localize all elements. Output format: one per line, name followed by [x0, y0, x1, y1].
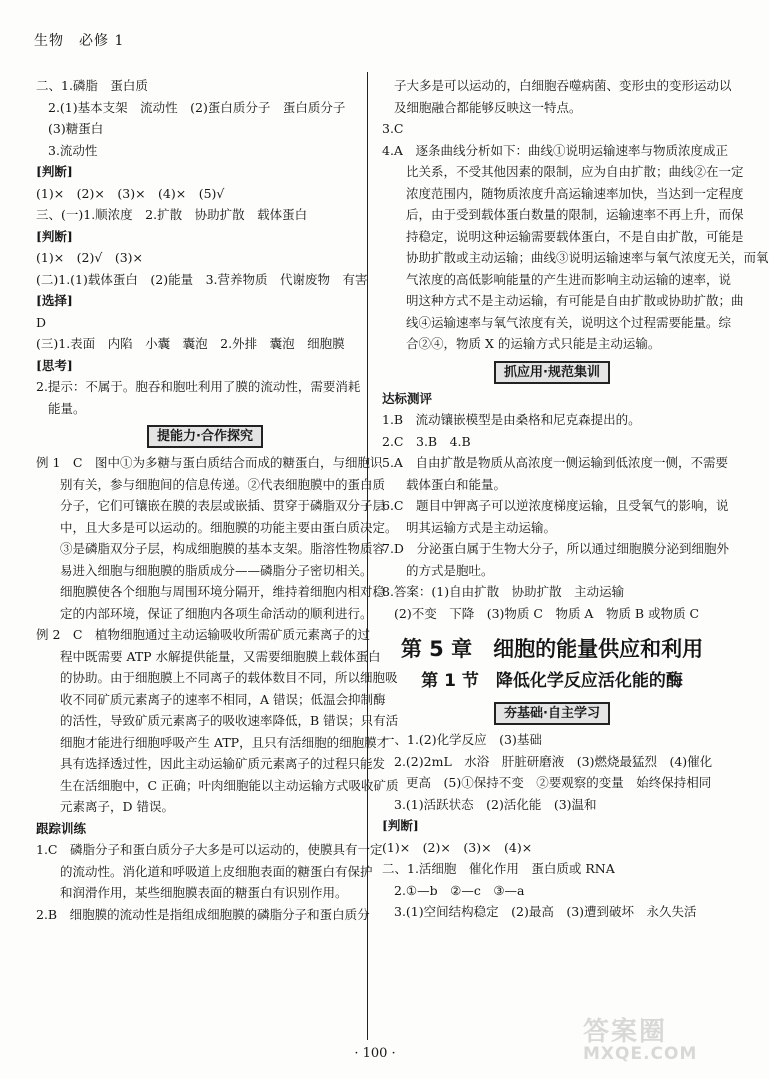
answer-line: 生在活细胞中，C 正确；叶肉细胞能以主动运输方式吸收矿质	[60, 777, 399, 793]
answer-line: 3.流动性	[48, 142, 98, 158]
page-number: · 100 ·	[354, 1046, 396, 1061]
watermark-logo-text: 答案圈	[583, 1017, 668, 1047]
answer-line: 元素离子，D 错误。	[60, 799, 174, 814]
answer-line: 和润滑作用，某些细胞膜表面的糖蛋白有识别作用。	[60, 885, 348, 900]
answer-line: 细胞才能进行细胞呼吸产生 ATP，且只有活细胞的细胞膜才	[60, 734, 390, 750]
subheading: 跟踪训练	[36, 820, 87, 836]
answer-line: 1.B 流动镶嵌模型是由桑格和尼克森提出的。	[382, 412, 641, 427]
section-banner-label: 提能力·合作探究	[147, 425, 263, 448]
answer-line: 3.(1)活跃状态 (2)活化能 (3)温和	[394, 796, 597, 812]
answer-line: 协助扩散或主动运输；曲线③说明运输速率与氧气浓度无关，而氧	[406, 250, 769, 265]
answer-line: 持稳定，说明这种运输需要载体蛋白，不是自由扩散，可能是	[406, 228, 744, 244]
answer-line: 中，且大多是可以运动的。细胞膜的功能主要由蛋白质决定。	[60, 519, 398, 535]
answer-line: (二)1.(1)载体蛋白 (2)能量 3.营养物质 代谢废物 有害	[36, 271, 368, 287]
page-header: 生物 必修 1	[34, 33, 125, 49]
answer-line: 明其运输方式是主动运输。	[406, 519, 557, 535]
answer-line: (3)糖蛋白	[48, 121, 104, 136]
answer-line: 线④运输速率与氧气浓度有关，说明这个过程需要能量。综	[406, 314, 732, 330]
answer-line: 2.(1)基本支架 流动性 (2)蛋白质分子 蛋白质分子	[48, 99, 346, 115]
subheading: 达标测评	[382, 390, 433, 406]
section-banner-label: 抓应用·规范集训	[494, 361, 610, 384]
answer-line: 及细胞融合都能够反映这一特点。	[394, 99, 582, 115]
answer-line: ③是磷脂双分子层，构成细胞膜的基本支架。脂溶性物质容	[60, 541, 386, 556]
watermark-url: MXQE.COM	[583, 1044, 698, 1064]
answer-line: (2)不变 下降 (3)物质 C 物质 A 物质 B 或物质 C	[394, 605, 700, 621]
answer-line: 的活性，导致矿质元素离子的吸收速率降低，B 错误；只有活	[60, 713, 399, 728]
answer-line: (1)× (2)× (3)× (4)×	[382, 839, 533, 855]
answer-line: 2.C 3.B 4.B	[382, 433, 471, 449]
answer-line: 例 1 C 图中①为多糖与蛋白质结合而成的糖蛋白，与细胞识	[36, 455, 383, 470]
answer-line: 易进入细胞与细胞膜的脂质成分——磷脂分子密切相关。	[60, 562, 373, 578]
answer-line: 3.(1)空间结构稳定 (2)最高 (3)遭到破坏 永久失活	[394, 904, 697, 919]
answer-line: 2.(2)2mL 水浴 肝脏研磨液 (3)燃烧最猛烈 (4)催化	[394, 753, 713, 769]
answer-line: 2.①—b ②—c ③—a	[394, 882, 525, 898]
subheading: [判断]	[382, 818, 419, 833]
answer-line: 细胞膜使各个细胞与周围环境分隔开，维持着细胞内相对稳	[60, 584, 386, 599]
answer-line: 8.答案：(1)自由扩散 协助扩散 主动运输	[382, 584, 625, 599]
answer-line: (1)× (2)× (3)× (4)× (5)√	[36, 185, 225, 201]
answer-line: 的协助。由于细胞膜上不同离子的载体数目不同，所以细胞吸	[60, 670, 398, 685]
watermark	[583, 1011, 738, 1071]
answer-line: 1.C 磷脂分子和蛋白质分子大多是可以运动的，使膜具有一定	[36, 842, 383, 857]
chapter-title: 第 5 章 细胞的能量供应和利用	[400, 637, 704, 661]
answer-line: (三)1.表面 内陷 小囊 囊泡 2.外排 囊泡 细胞膜	[36, 336, 345, 351]
answer-line: 三、(一)1.顺浓度 2.扩散 协助扩散 载体蛋白	[36, 207, 308, 222]
answer-line: 6.C 题目中钾离子可以逆浓度梯度运输，且受氧气的影响，说	[382, 498, 729, 513]
answer-line: 比关系，不受其他因素的限制，应为自由扩散；曲线②在一定	[406, 164, 744, 179]
subheading: [选择]	[36, 293, 73, 308]
answer-line: 更高 (5)①保持不变 ②要观察的变量 始终保持相同	[406, 775, 712, 790]
answer-line: 7.D 分泌蛋白属于生物大分子，所以通过细胞膜分泌到细胞外	[382, 541, 729, 556]
right-column	[382, 75, 769, 923]
answer-line: 后，由于受到载体蛋白数量的限制，运输速率不再上升，而保	[406, 207, 744, 222]
subheading: [判断]	[36, 164, 73, 179]
answer-line: 二、1.磷脂 蛋白质	[36, 78, 148, 93]
answer-line: 子大多是可以运动的，白细胞吞噬病菌、变形虫的变形运动以	[394, 78, 732, 93]
answer-line: 2.B 细胞膜的流动性是指组成细胞膜的磷脂分子和蛋白质分	[36, 906, 370, 922]
answer-line: 定的内部环境，保证了细胞内各项生命活动的顺利进行。	[60, 605, 373, 621]
answer-line: 浓度范围内，随物质浓度升高运输速率加快，当达到一定程度	[406, 185, 744, 201]
answer-line: 别有关，参与细胞间的信息传递。②代表细胞膜中的蛋白质	[60, 476, 386, 492]
answer-line: 气浓度的高低影响能量的产生进而影响主动运输的速率，说	[406, 271, 732, 287]
subheading: [判断]	[36, 228, 73, 244]
answer-line: 3.C	[382, 121, 404, 136]
section-banner	[382, 702, 722, 725]
answer-line: D	[36, 314, 47, 330]
answer-line: 明这种方式不是主动运输，有可能是自由扩散或协助扩散；曲	[406, 293, 744, 308]
answer-line: 的方式是胞吐。	[406, 562, 494, 578]
answer-line: 4.A 逐条曲线分析如下：曲线①说明运输速率与物质浓度成正	[382, 142, 728, 158]
section-banner	[36, 425, 374, 448]
answer-line: 分子，它们可镶嵌在膜的表层或嵌插、贯穿于磷脂双分子层	[60, 498, 386, 513]
section-banner-label: 夯基础·自主学习	[494, 702, 610, 725]
answer-line: 程中既需要 ATP 水解提供能量，又需要细胞膜上载体蛋白	[60, 648, 381, 664]
answer-line: 5.A 自由扩散是物质从高浓度一侧运输到低浓度一侧，不需要	[382, 455, 728, 470]
answer-line: 合②④，物质 X 的运输方式只能是主动运输。	[406, 336, 661, 351]
answer-line: 载体蛋白和能量。	[406, 476, 507, 492]
answer-line: 具有选择透过性，因此主动运输矿质元素离子的过程只能发	[60, 756, 386, 771]
answer-line: 2.提示：不属于。胞吞和胞吐利用了膜的流动性，需要消耗	[36, 379, 361, 394]
subheading: [思考]	[36, 357, 73, 373]
answer-line: 能量。	[48, 400, 86, 416]
answer-line: 的流动性。消化道和呼吸道上皮细胞表面的糖蛋白有保护	[60, 863, 373, 879]
answer-line: 二、1.活细胞 催化作用 蛋白质或 RNA	[382, 861, 615, 876]
answer-line: 收不同矿质元素离子的速率不相同，A 错误；低温会抑制酶	[60, 691, 386, 707]
answer-line: (1)× (2)√ (3)×	[36, 250, 144, 265]
answer-line: 例 2 C 植物细胞通过主动运输吸收所需矿质元素离子的过	[36, 627, 370, 642]
section-title: 第 1 节 降低化学反应活化能的酶	[421, 671, 683, 691]
answer-line: 一、1.(2)化学反应 (3)基础	[382, 732, 542, 747]
section-banner	[382, 361, 722, 384]
